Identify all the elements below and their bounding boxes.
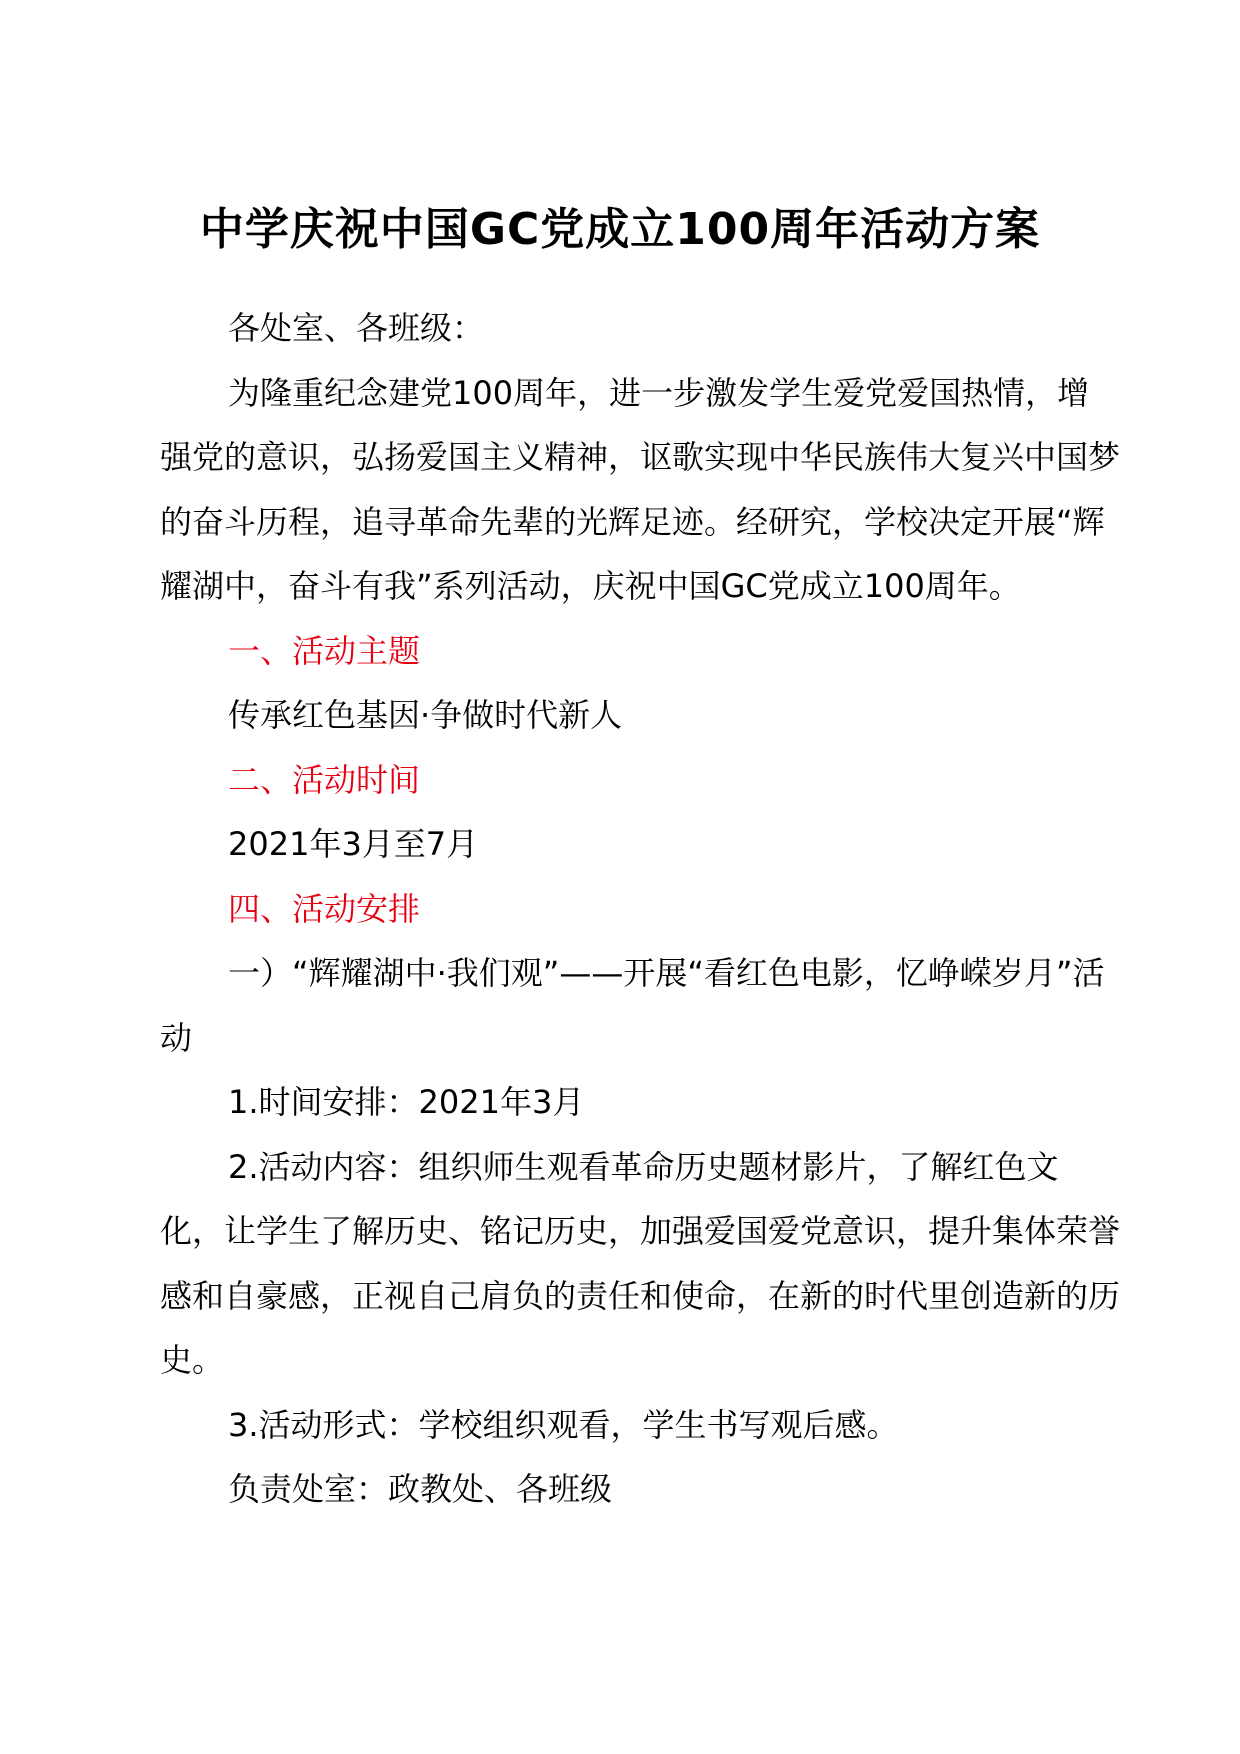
section-heading-time: 二、活动时间 <box>228 760 421 799</box>
section-heading-arrangement: 四、活动安排 <box>228 889 421 928</box>
item-content: 2.活动内容：组织师生观看革命历史题材影片，了解红色文化，让学生了解历史、铭记历史，加强爱国爱党意识，提升集体荣誉感和自豪感，正视自己肩负的责任和使命，在新的时代里创造新的历史。 <box>160 1147 1121 1379</box>
document-body <box>160 296 1120 1522</box>
item-schedule: 1.时间安排：2021年3月 <box>228 1083 585 1121</box>
intro-paragraph: 为隆重纪念建党100周年，进一步激发学生爱党爱国热情，增强党的意识，弘扬爱国主义精神，讴歌实现中华民族伟大复兴中国梦的奋斗历程，追寻革命先辈的光辉足迹。经研究，学校决定开展“辉耀湖中，奋斗有我”系列活动，庆祝中国GC党成立100周年。 <box>160 373 1121 605</box>
salutation: 各处室、各班级： <box>228 309 485 347</box>
activity-title: 一）“辉耀湖中·我们观”——开展“看红色电影，忆峥嵘岁月”活动 <box>160 954 1105 1057</box>
item-format: 3.活动形式：学校组织观看，学生书写观后感。 <box>228 1405 899 1444</box>
section-heading-theme: 一、活动主题 <box>228 631 421 670</box>
time-text: 2021年3月至7月 <box>228 825 479 863</box>
responsible-dept: 负责处室：政教处、各班级 <box>228 1470 613 1508</box>
document-title: 中学庆祝中国GC党成立100周年活动方案 <box>199 204 1041 255</box>
theme-text: 传承红色基因·争做时代新人 <box>228 696 623 734</box>
